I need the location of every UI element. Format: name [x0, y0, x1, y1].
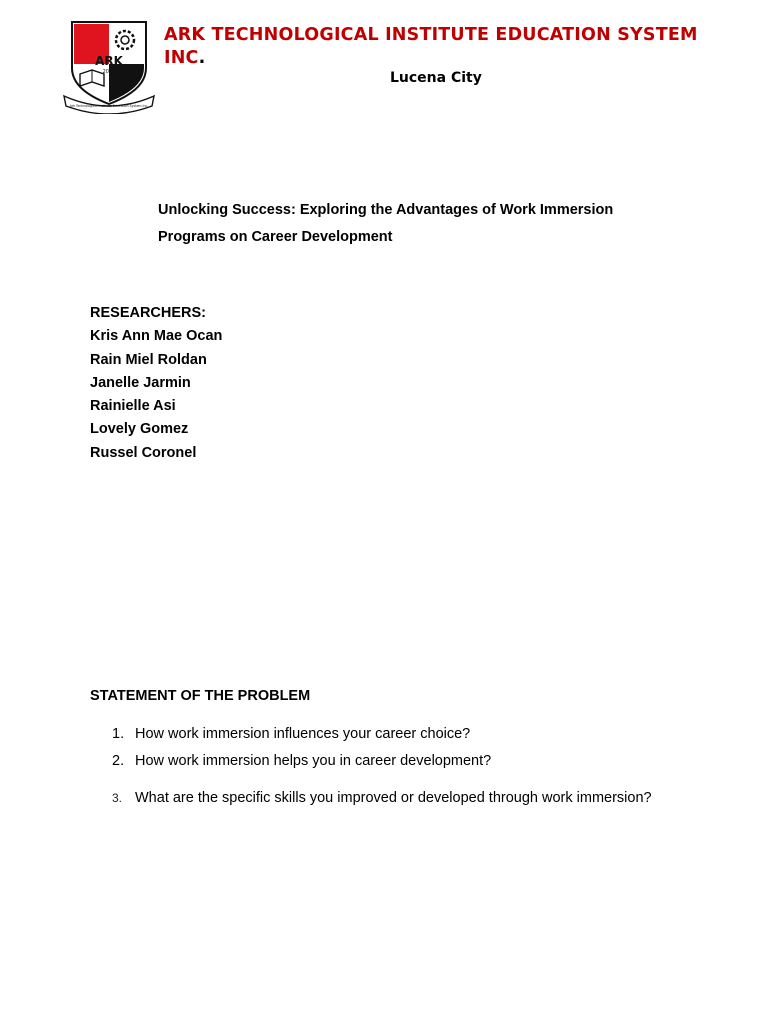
organization-name-period: .: [198, 48, 206, 68]
researcher-name: Russel Coronel: [90, 444, 197, 461]
organization-city: Lucena City: [390, 70, 482, 86]
researcher-name: Kris Ann Mae Ocan: [90, 328, 223, 345]
school-seal-icon: [62, 16, 156, 114]
logo-banner-text: Ark Technological Institute Education System Inc.: [69, 104, 149, 108]
question-text: How work immersion helps you in career development?: [135, 753, 492, 769]
researchers-heading: RESEARCHERS:: [90, 305, 207, 321]
organization-name: [164, 24, 724, 70]
statement-of-problem-heading: STATEMENT OF THE PROBLEM: [90, 688, 311, 704]
researcher-name: Rainielle Asi: [90, 398, 176, 415]
problem-question: [112, 753, 491, 769]
logo-text: ARK: [95, 54, 123, 68]
question-text: How work immersion influences your career choice?: [135, 726, 471, 742]
question-number: 1.: [112, 726, 125, 742]
problem-question: [112, 726, 470, 742]
paper-title: [158, 197, 658, 251]
researchers-section: [90, 302, 222, 465]
researcher-name: Lovely Gomez: [90, 421, 189, 438]
question-number: 3.: [112, 791, 123, 805]
logo-year: 2015: [102, 69, 116, 75]
researcher-name: Rain Miel Roldan: [90, 351, 207, 368]
question-number: 2.: [112, 753, 125, 769]
organization-name-text: ARK TECHNOLOGICAL INSTITUTE EDUCATION SYSTEM INC: [164, 25, 698, 68]
problem-question: [112, 790, 652, 806]
question-text: What are the specific skills you improved or developed through work immersion?: [135, 790, 652, 806]
paper-title-line-1: Unlocking Success: Exploring the Advantages of Work Immersion: [158, 202, 614, 218]
paper-title-line-2: Programs on Career Development: [158, 229, 393, 245]
researcher-name: Janelle Jarmin: [90, 374, 191, 391]
